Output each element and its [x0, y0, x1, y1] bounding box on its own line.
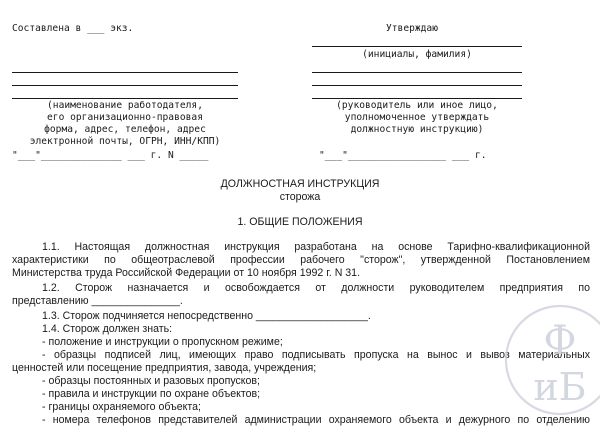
approver-initials-caption: (инициалы, фамилия): [362, 49, 472, 60]
employer-line-1: [12, 72, 238, 73]
employer-date-line: "___"______________ ___ г. N _____: [12, 150, 209, 161]
head-date-line: "___"_________________ ___ г.: [319, 150, 487, 161]
employer-caption-1: (наименование работодателя,: [47, 100, 203, 111]
head-caption-1: (руководитель или иное лицо,: [336, 100, 498, 111]
paragraph-1-1-line-1: 1.1. Настоящая должностная инструкция разработана на основе Тарифно-квалификационной: [42, 241, 590, 253]
svg-text:иБ: иБ: [533, 365, 587, 409]
employer-caption-4: электронной почты, ОГРН, ИНН/КПП): [29, 136, 221, 147]
list-item: - границы охраняемого объекта;: [42, 401, 201, 413]
paragraph-1-1-line-3: Министерства труда Российской Федерации от 10 ноября 1992 г. N 31.: [12, 267, 361, 279]
head-caption-2: уполномоченное утверждать: [344, 112, 490, 123]
paragraph-1-3: 1.3. Сторож подчиняется непосредственно ___________________.: [42, 310, 371, 322]
approver-signature-line: [312, 46, 522, 47]
paragraph-1-2-line-1: 1.2. Сторож назначается и освобождается от должности руководителем предприятия по: [42, 282, 590, 294]
head-line-2: [312, 85, 522, 86]
list-item: - положение и инструкции о пропускном режиме;: [42, 336, 283, 348]
svg-text:Ф: Ф: [543, 318, 577, 364]
list-item: - номера телефонов представителей администрации охраняемого объекта и дежурного по отделению: [42, 414, 590, 426]
approve-title: Утверждаю: [386, 23, 438, 34]
paragraph-1-1-line-2: характеристики по общеотраслевой профессии рабочего "сторож", утвержденной Постановлением: [12, 254, 590, 266]
document-subtitle: сторожа: [279, 191, 321, 203]
section-heading: 1. ОБЩИЕ ПОЛОЖЕНИЯ: [237, 216, 363, 228]
list-item-continuation: ценностей или посещение предприятия, завода, учреждения;: [12, 362, 317, 374]
head-line-1: [312, 72, 522, 73]
employer-caption-3: форма, адрес, телефон, адрес: [44, 124, 206, 135]
document-title: ДОЛЖНОСТНАЯ ИНСТРУКЦИЯ: [220, 178, 380, 190]
fib-watermark-logo: [500, 300, 600, 420]
list-item: - образцы подписей лиц, имеющих право подписывать пропуска на вынос и вывоз материальных: [42, 349, 590, 361]
paragraph-1-4: 1.4. Сторож должен знать:: [42, 323, 173, 335]
copies-count-line: Составлена в ___ экз.: [12, 23, 134, 34]
employer-line-2: [12, 85, 238, 86]
paragraph-1-2-line-2: представлению _______________.: [12, 295, 183, 307]
list-item: - образцы постоянных и разовых пропусков;: [42, 375, 261, 387]
employer-caption-2: его организационно-правовая: [47, 112, 203, 123]
employer-line-3: [12, 98, 238, 99]
head-caption-3: должностную инструкцию): [350, 124, 484, 135]
head-line-3: [312, 98, 522, 99]
list-item: - правила и инструкции по охране объектов;: [42, 388, 261, 400]
